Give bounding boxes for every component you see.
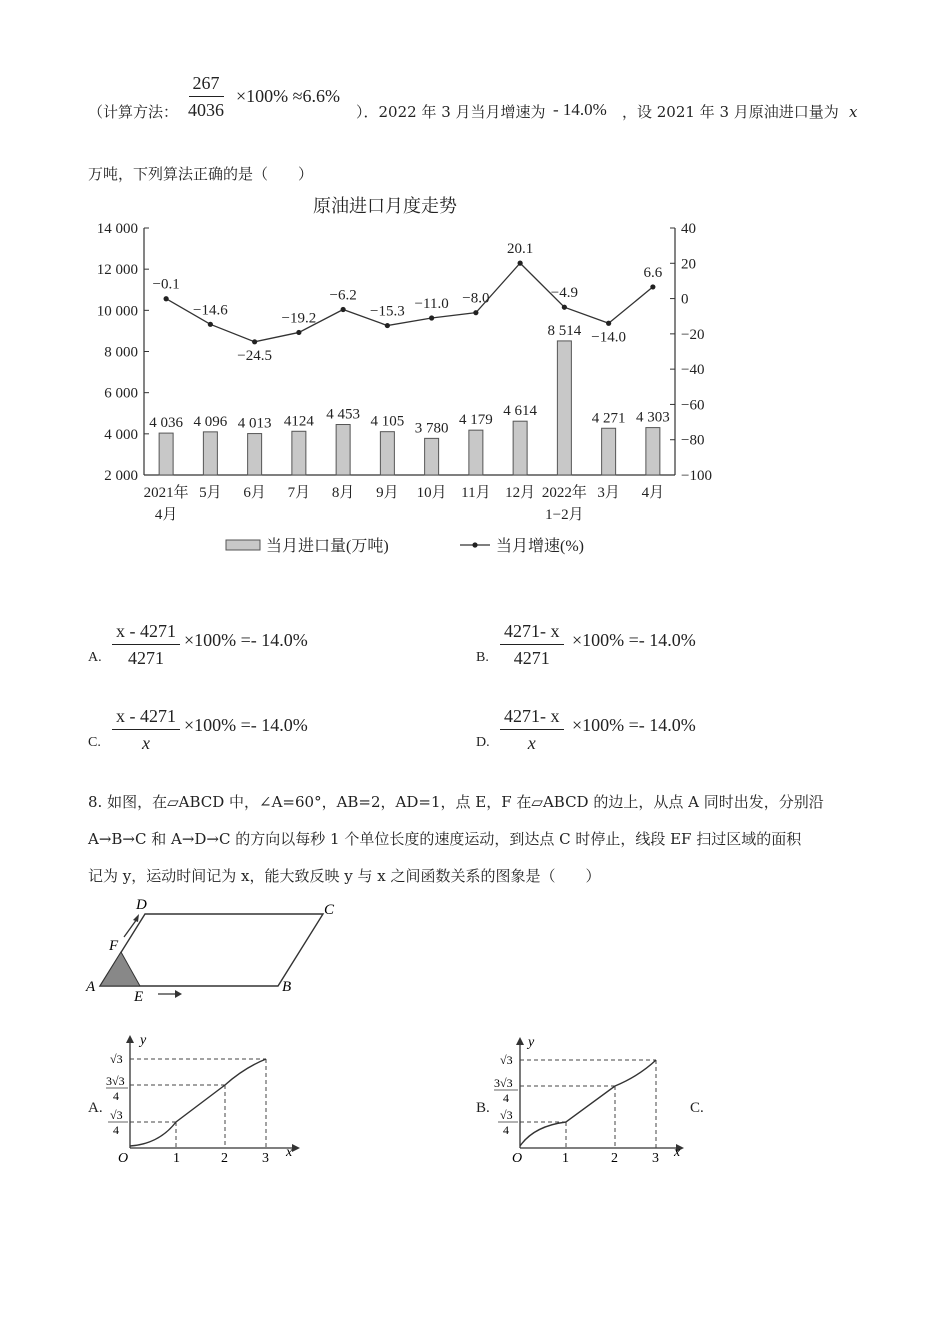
q8-line2: A→B→C 和 A→D→C 的方向以每秒 1 个单位长度的速度运动，到达点 C 时停止，线段 EF 扫过区域的面积 [88, 830, 802, 848]
option-b-tail: ×100% =- 14.0% [572, 630, 696, 650]
bar-label-4: 4 453 [326, 406, 360, 423]
left-tick-label: 10 000 [96, 303, 138, 320]
option-d-denominator: x [527, 733, 536, 753]
graph-a[interactable] [104, 1030, 304, 1165]
growth-point-5 [385, 323, 390, 328]
left-tick-label: 2 000 [104, 468, 138, 484]
right-tick-label: 0 [681, 291, 689, 308]
left-tick-label: 14 000 [96, 221, 138, 237]
option-d-tail: ×100% =- 14.0% [572, 715, 696, 735]
bar-label-5: 4 105 [370, 413, 405, 430]
intro-fraction-tail: ×100% ≈6.6% [236, 86, 341, 106]
bar-label-3: 4124 [283, 413, 314, 430]
bar-9 [557, 341, 571, 475]
graph-a-label-4b: 4 [113, 1123, 119, 1137]
bar-0 [159, 433, 173, 475]
growth-point-1 [208, 322, 213, 327]
right-tick-label: −60 [681, 397, 705, 414]
growth-point-2 [252, 339, 257, 344]
growth-label-0: −0.1 [152, 276, 180, 293]
left-tick-label: 4 000 [104, 426, 138, 443]
bar-1 [203, 432, 217, 475]
x-tick-label-8: 12月 [505, 485, 536, 501]
growth-label-10: −14.0 [591, 329, 626, 346]
option-d-numerator: 4271- x [500, 705, 564, 730]
graph-a-label-sqrt3: √3 [110, 1052, 123, 1066]
bar-label-10: 4 271 [591, 410, 626, 427]
graph-b-origin: O [512, 1151, 523, 1165]
option-a-numerator: x - 4271 [112, 620, 180, 645]
bar-label-9: 8 514 [547, 322, 582, 339]
x-tick-label-4: 8月 [331, 485, 355, 501]
growth-point-6 [429, 315, 434, 320]
growth-label-11: 6.6 [643, 264, 663, 281]
left-tick-label: 8 000 [104, 344, 138, 361]
bar-11 [646, 428, 660, 475]
x-tick-label-0: 2021年 [143, 485, 189, 501]
bar-2 [248, 434, 262, 475]
option-a-letter[interactable]: A. [88, 650, 102, 665]
graph-a-x-label: x [286, 1145, 293, 1160]
graph-b-label-sqrt3-b: √3 [500, 1108, 513, 1122]
bar-label-7: 4 179 [459, 412, 493, 429]
x-tick-label-3: 7月 [287, 485, 311, 501]
arrow-up-head [133, 914, 139, 922]
graph-a-tick-2: 2 [221, 1151, 228, 1165]
bar-label-2: 4 013 [237, 415, 272, 432]
intro-fraction [184, 72, 228, 121]
intro-close-paren: ）．2022 年 3 月当月增速为 [356, 103, 546, 121]
left-tick-label: 6 000 [104, 385, 138, 402]
graph-b-y-label: y [528, 1035, 535, 1050]
graph-b-tick-2: 2 [611, 1151, 618, 1165]
option-c-numerator: x - 4271 [112, 705, 180, 730]
x-tick-label-11: 4月 [641, 485, 665, 501]
bar-label-8: 4 614 [503, 403, 537, 420]
label-a: A [86, 979, 96, 995]
swept-triangle [100, 952, 140, 986]
legend-bar-label: 当月进口量(万吨) [266, 538, 389, 555]
graph-a-letter[interactable]: A. [88, 1100, 103, 1116]
option-b-letter[interactable]: B. [476, 650, 489, 665]
growth-point-11 [650, 284, 655, 289]
growth-point-9 [562, 305, 567, 310]
graph-a-label-4a: 4 [113, 1089, 119, 1103]
bar-label-11: 4 303 [636, 409, 670, 426]
arrow-right-head [175, 990, 182, 998]
bar-4 [336, 425, 350, 475]
graph-a-tick-3: 3 [262, 1151, 269, 1165]
growth-point-10 [606, 321, 611, 326]
option-c-tail: ×100% =- 14.0% [184, 715, 308, 735]
intro-set-text: ，设 2021 年 3 月原油进口量为 [622, 103, 839, 121]
graph-b-label-sqrt3: √3 [500, 1053, 513, 1067]
bar-label-6: 3 780 [414, 420, 449, 437]
x-tick-label-9: 2022年 [541, 485, 587, 501]
legend-line-label: 当月增速(%) [496, 538, 584, 555]
intro-line2: 万吨，下列算法正确的是（ ） [88, 165, 314, 183]
intro-fraction-denominator: 4036 [188, 100, 224, 120]
q8-line3: 记为 y，运动时间记为 x，能大致反映 y 与 x 之间函数关系的图象是（ ） [88, 867, 601, 885]
x-tick-label-7: 11月 [461, 485, 491, 501]
bar-6 [425, 438, 439, 475]
growth-point-0 [164, 296, 169, 301]
x-tick-label-5: 9月 [376, 485, 399, 501]
option-a-denominator: 4271 [128, 648, 164, 668]
graph-a-x-arrow [292, 1144, 300, 1152]
graph-a-origin: O [118, 1151, 129, 1165]
growth-point-7 [473, 310, 478, 315]
option-d-letter[interactable]: D. [476, 735, 490, 750]
growth-label-6: −11.0 [414, 295, 449, 312]
right-tick-label: −20 [681, 326, 705, 343]
oil-import-chart [80, 188, 760, 568]
graph-c-letter[interactable]: C. [690, 1100, 704, 1116]
label-e: E [134, 989, 144, 1005]
label-b: B [282, 979, 292, 995]
intro-growth-value: - 14.0% [553, 100, 607, 119]
graph-b-guides [520, 1060, 656, 1148]
growth-point-8 [518, 261, 523, 266]
x-tick-label-10: 3月 [597, 485, 620, 501]
right-tick-label: 20 [681, 256, 696, 273]
graph-a-label-sqrt3-b: √3 [110, 1108, 123, 1122]
graph-b-curve [520, 1060, 656, 1146]
graph-b-x-label: x [674, 1145, 681, 1160]
x-tick-label2-0: 4月 [154, 507, 178, 523]
option-c-denominator: x [142, 733, 150, 753]
graph-b-tick-3: 3 [652, 1151, 659, 1165]
bar-8 [513, 421, 527, 475]
graph-b-y-arrow [516, 1037, 524, 1045]
graph-a-tick-1: 1 [173, 1151, 180, 1165]
bar-10 [602, 428, 616, 475]
growth-label-5: −15.3 [370, 303, 405, 320]
label-d: D [136, 897, 147, 913]
graph-b[interactable] [494, 1030, 694, 1165]
x-tick-label-2: 6月 [243, 485, 266, 501]
bar-3 [292, 431, 306, 475]
right-tick-label: 40 [681, 221, 696, 237]
graph-b-letter[interactable]: B. [476, 1100, 490, 1116]
graph-b-label-4a: 4 [503, 1091, 509, 1105]
option-c-fraction [112, 705, 180, 754]
bar-label-0: 4 036 [149, 415, 183, 432]
graph-a-guides [130, 1059, 266, 1148]
growth-label-4: −6.2 [329, 287, 357, 304]
bar-5 [380, 432, 394, 475]
option-b-numerator: 4271- x [500, 620, 564, 645]
growth-label-7: −8.0 [462, 290, 490, 307]
graph-a-y-arrow [126, 1035, 134, 1043]
growth-label-1: −14.6 [193, 302, 228, 319]
q8-line1: 8. 如图，在▱ABCD 中，∠A=60°，AB=2，AD=1，点 E，F 在▱ABCD 的边上，从点 A 同时出发，分别沿 [88, 793, 824, 811]
option-b-denominator: 4271 [513, 648, 550, 668]
option-b-fraction [500, 620, 564, 669]
growth-label-3: −19.2 [281, 310, 317, 327]
arrow-up-shaft [124, 919, 137, 937]
graph-b-tick-1: 1 [562, 1151, 569, 1165]
growth-label-8: 20.1 [507, 241, 534, 258]
bar-label-1: 4 096 [193, 413, 228, 430]
label-f: F [109, 938, 119, 954]
right-tick-label: −80 [681, 432, 705, 449]
growth-point-3 [296, 330, 301, 335]
graph-a-label-3sqrt3: 3√3 [106, 1074, 125, 1088]
graph-a-curve [130, 1059, 266, 1146]
bar-7 [469, 430, 483, 475]
graph-b-label-3sqrt3: 3√3 [494, 1076, 513, 1090]
option-a-fraction [112, 620, 180, 669]
option-d-fraction [500, 705, 564, 754]
intro-open-paren: （计算方法： [88, 103, 179, 121]
x-tick-label-6: 10月 [416, 485, 447, 501]
option-a-tail: ×100% =- 14.0% [184, 630, 308, 650]
x-tick-label2-9: 1−2月 [545, 507, 584, 523]
graph-a-y-label: y [140, 1033, 147, 1048]
intro-var-x: x [849, 103, 858, 121]
legend-line-dot [472, 542, 477, 547]
label-c: C [324, 902, 335, 918]
parallelogram-figure [80, 894, 350, 1009]
option-c-letter[interactable]: C. [88, 735, 101, 750]
x-tick-label-1: 5月 [199, 485, 222, 501]
left-tick-label: 12 000 [96, 262, 138, 279]
graph-b-label-4b: 4 [503, 1123, 509, 1137]
growth-label-2: −24.5 [237, 347, 272, 364]
right-tick-label: −100 [681, 468, 712, 484]
growth-point-4 [341, 307, 346, 312]
right-tick-label: −40 [681, 362, 705, 379]
legend-bar-swatch [226, 540, 260, 550]
growth-label-9: −4.9 [550, 285, 578, 302]
chart-title: 原油进口月度走势 [313, 196, 457, 216]
intro-fraction-numerator: 267 [189, 72, 224, 97]
